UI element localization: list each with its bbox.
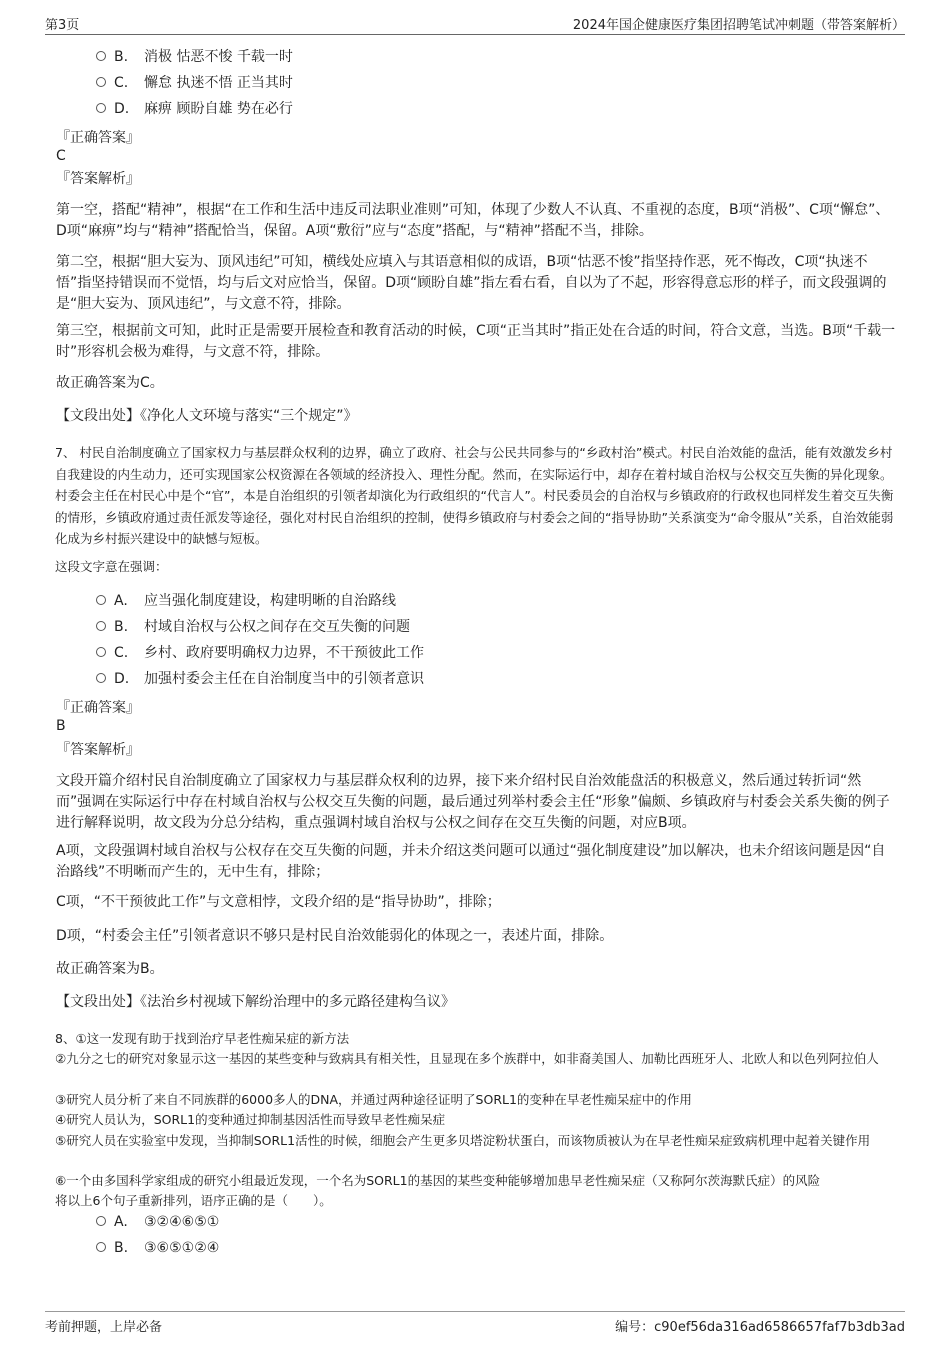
question-line: ④研究人员认为，SORL1的变种通过抑制基因活性而导致早老性痴呆症 [55,1112,446,1127]
option-text: 应当强化制度建设，构建明晰的自治路线 [144,593,396,609]
analysis-paragraph: C项，“不干预彼此工作”与文意相悖，文段介绍的是“指导协助”，排除； [56,894,501,910]
option-d[interactable]: D. 加强村委会主任在自治制度当中的引领者意识 [96,668,424,690]
option-a[interactable]: A. ③②④⑥⑤① [96,1211,219,1233]
option-d[interactable]: D. 麻痹 顾盼自雄 势在必行 [96,98,293,120]
option-text: 消极 怙恶不悛 千载一时 [144,49,293,65]
radio-icon[interactable] [96,1216,106,1226]
analysis-conclusion: 故正确答案为C。 [56,375,164,391]
answer-value: B [56,718,66,734]
analysis-paragraph: 第三空，根据前文可知，此时正是需要开展检查和教育活动的时候，C项“正当其时”指正处在合适的时间，符合文意，当选。B项“千载一时”形容机会极为难得，与文意不符，排除。 [56,323,896,360]
question-line: 8、①这一发现有助于找到治疗早老性痴呆症的新方法 [55,1031,350,1046]
radio-icon[interactable] [96,673,106,683]
source-citation: 【文段出处】《法治乡村视域下解纷治理中的多元路径建构刍议》 [56,994,455,1010]
option-b[interactable]: B. ③⑥⑤①②④ [96,1237,219,1259]
option-b[interactable]: B. 村域自治权与公权之间存在交互失衡的问题 [96,616,410,638]
option-text: 麻痹 顾盼自雄 势在必行 [144,101,293,117]
answer-value: C [56,148,66,164]
option-text: 乡村、政府要明确权力边界，不干预彼此工作 [144,645,424,661]
analysis-conclusion: 故正确答案为B。 [56,961,164,977]
question-line: ②九分之七的研究对象显示这一基因的某些变种与致病具有相关性，且显现在多个族群中，如非裔美国人、加勒比西班牙人、北欧人和以色列阿拉伯人 [55,1051,879,1066]
option-c[interactable]: C. 懈怠 执迷不悟 正当其时 [96,72,293,94]
question-stem: 7、 村民自治制度确立了国家权力与基层群众权利的边界，确立了政府、社会与公民共同参与的“乡政村治”模式。村民自治效能的盘活，能有效激发乡村自我建设的内生动力，还可实现国家公权资源在各领域的经济投入、理性分配。然而，在实际运行中，却存在着村域自治权与公权交互失衡的异化现象。村委会主任在村民心中是个“官”，本是自治组织的引领者却演化为行政组织的“代言人”。村民委员会的自治权与乡镇政府的行政权也同样发生着交互失衡的情形，乡镇政府通过责任派发等途径，强化对村民自治组织的控制，使得乡镇政府与村委会之间的“指导协助”关系演变为“命令服从”关系，自治效能弱化成为乡村振兴建设中的缺憾与短板。 [55,445,894,546]
option-text: 村域自治权与公权之间存在交互失衡的问题 [144,619,410,635]
source-citation: 【文段出处】《净化人文环境与落实“三个规定”》 [56,408,358,424]
page-number: 第3页 [45,18,80,33]
document-id: 编号：c90ef56da316ad6586657faf7b3db3ad [615,1320,905,1335]
analysis-label: 『答案解析』 [56,171,140,187]
option-text: 懈怠 执迷不悟 正当其时 [144,75,293,91]
analysis-paragraph: 第一空，搭配“精神”，根据“在工作和生活中违反司法职业准则”可知，体现了少数人不认真、不重视的态度，B项“消极”、C项“懈怠”、D项“麻痹”均与“精神”搭配恰当，保留。A项“敷衍”应与“态度”搭配，与“精神”搭配不当，排除。 [56,202,890,239]
analysis-label: 『答案解析』 [56,742,140,758]
option-text: 加强村委会主任在自治制度当中的引领者意识 [144,671,424,687]
analysis-paragraph: 第二空，根据“胆大妄为、顶风违纪”可知，横线处应填入与其语意相似的成语，B项“怙恶不悛”指坚持作恶，死不悔改，C项“执迷不悟”指坚持错误而不觉悟，均与后文对应恰当，保留。D项“顾盼自雄”指左看右看，自以为了不起，形容得意忘形的样子，而文段强调的是“胆大妄为、顶风违纪”，与文意不符，排除。 [56,254,887,312]
page-footer [45,1311,905,1336]
option-a[interactable]: A. 应当强化制度建设，构建明晰的自治路线 [96,590,396,612]
analysis-paragraph: 文段开篇介绍村民自治制度确立了国家权力与基层群众权利的边界，接下来介绍村民自治效能盘活的积极意义，然后通过转折词“然而”强调在实际运行中存在村域自治权与公权交互失衡的问题，最后通过列举村委会主任“形象”偏颇、乡镇政府与村委会关系失衡的例子进行解释说明，故文段为分总分结构，重点强调村域自治权与公权之间存在交互失衡的问题，对应B项。 [56,773,890,831]
option-text: ③②④⑥⑤① [144,1214,220,1230]
question-line: ⑥一个由多国科学家组成的研究小组最近发现，一个名为SORL1的基因的某些变种能够增加患早老性痴呆症（又称阿尔茨海默氏症）的风险 [55,1173,821,1188]
question-prompt: 将以上6个句子重新排列，语序正确的是（ ）。 [55,1193,332,1208]
radio-icon[interactable] [96,103,106,113]
answer-label: 『正确答案』 [56,130,140,146]
radio-icon[interactable] [96,595,106,605]
document-title: 2024年国企健康医疗集团招聘笔试冲刺题（带答案解析） [572,18,905,33]
radio-icon[interactable] [96,621,106,631]
radio-icon[interactable] [96,647,106,657]
page-header [45,14,905,35]
option-b[interactable]: B. 消极 怙恶不悛 千载一时 [96,46,293,68]
option-text: ③⑥⑤①②④ [144,1240,220,1256]
analysis-paragraph: A项，文段强调村域自治权与公权存在交互失衡的问题，并未介绍这类问题可以通过“强化制度建设”加以解决，也未介绍该问题是因“自治路线”不明晰而产生的，无中生有，排除； [56,843,886,880]
option-c[interactable]: C. 乡村、政府要明确权力边界，不干预彼此工作 [96,642,424,664]
answer-label: 『正确答案』 [56,700,140,716]
radio-icon[interactable] [96,77,106,87]
question-line: ③研究人员分析了来自不同族群的6000多人的DNA，并通过两种途径证明了SORL1的变种在早老性痴呆症中的作用 [55,1092,692,1107]
question-prompt: 这段文字意在强调： [55,559,168,574]
radio-icon[interactable] [96,51,106,61]
footer-slogan: 考前押题，上岸必备 [45,1320,163,1335]
question-line: ⑤研究人员在实验室中发现，当抑制SORL1活性的时候，细胞会产生更多贝塔淀粉状蛋白，而该物质被认为在早老性痴呆症致病机理中起着关键作用 [55,1133,871,1148]
radio-icon[interactable] [96,1242,106,1252]
analysis-paragraph: D项，“村委会主任”引领者意识不够只是村民自治效能弱化的体现之一，表述片面，排除。 [56,928,614,944]
